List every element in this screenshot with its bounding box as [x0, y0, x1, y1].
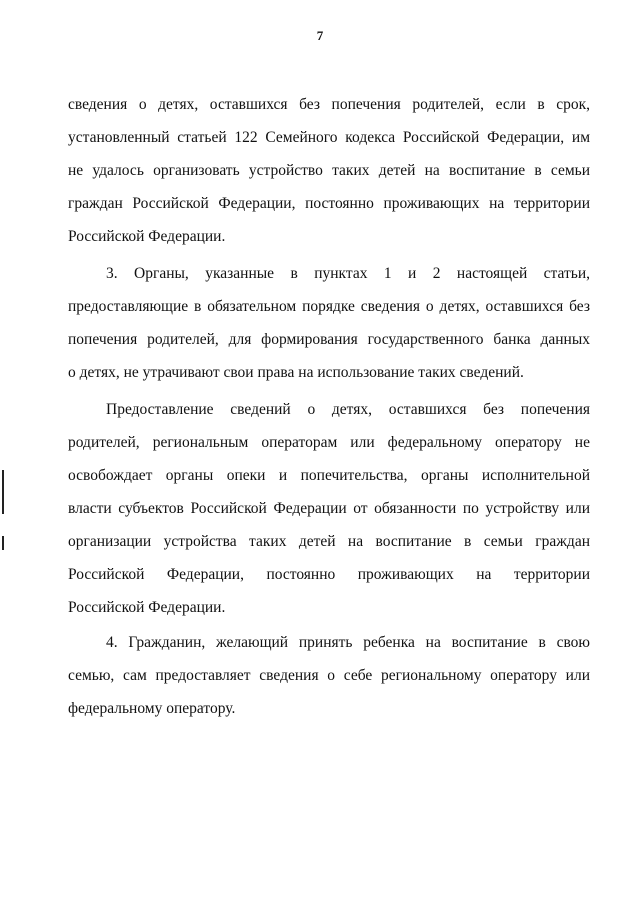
paragraph-item-3	[68, 257, 590, 389]
text-line: федеральному оператору.	[68, 700, 236, 717]
text-line: семью, сам предоставляет сведения о себе региональному оператору или	[68, 667, 590, 684]
paragraph-continuation	[68, 88, 590, 253]
text-line: власти субъектов Российской Федерации от обязанности по устройству или	[68, 500, 590, 517]
paragraph-item-4	[68, 626, 590, 725]
page-number: 7	[316, 28, 324, 43]
text-line: 3. Органы, указанные в пунктах 1 и 2 настоящей статьи,	[106, 265, 590, 282]
text-line: установленный статьей 122 Семейного кодекса Российской Федерации, им	[68, 129, 590, 146]
text-line: попечения родителей, для формирования государственного банка данных	[68, 331, 590, 348]
text-line: Российской Федерации.	[68, 228, 226, 245]
text-line: Российской Федерации.	[68, 599, 226, 616]
margin-mark-top	[2, 470, 4, 514]
margin-mark-bottom	[2, 536, 4, 550]
text-line: 4. Гражданин, желающий принять ребенка на воспитание в свою	[106, 634, 590, 651]
paragraph-provision	[68, 393, 590, 624]
text-line: граждан Российской Федерации, постоянно проживающих на территории	[68, 195, 590, 212]
text-line: предоставляющие в обязательном порядке сведения о детях, оставшихся без	[68, 298, 590, 315]
text-line: о детях, не утрачивают свои права на использование таких сведений.	[68, 364, 524, 381]
text-line: сведения о детях, оставшихся без попечения родителей, если в срок,	[68, 96, 590, 113]
text-line: Предоставление сведений о детях, оставшихся без попечения	[106, 401, 590, 418]
text-line: родителей, региональным операторам или федеральному оператору не	[68, 434, 590, 451]
text-line: не удалось организовать устройство таких детей на воспитание в семьи	[68, 162, 590, 179]
text-line: организации устройства таких детей на воспитание в семьи граждан	[68, 533, 590, 550]
text-line: освобождает органы опеки и попечительства, органы исполнительной	[68, 467, 590, 484]
text-line: Российской Федерации, постоянно проживающих на территории	[68, 566, 590, 583]
